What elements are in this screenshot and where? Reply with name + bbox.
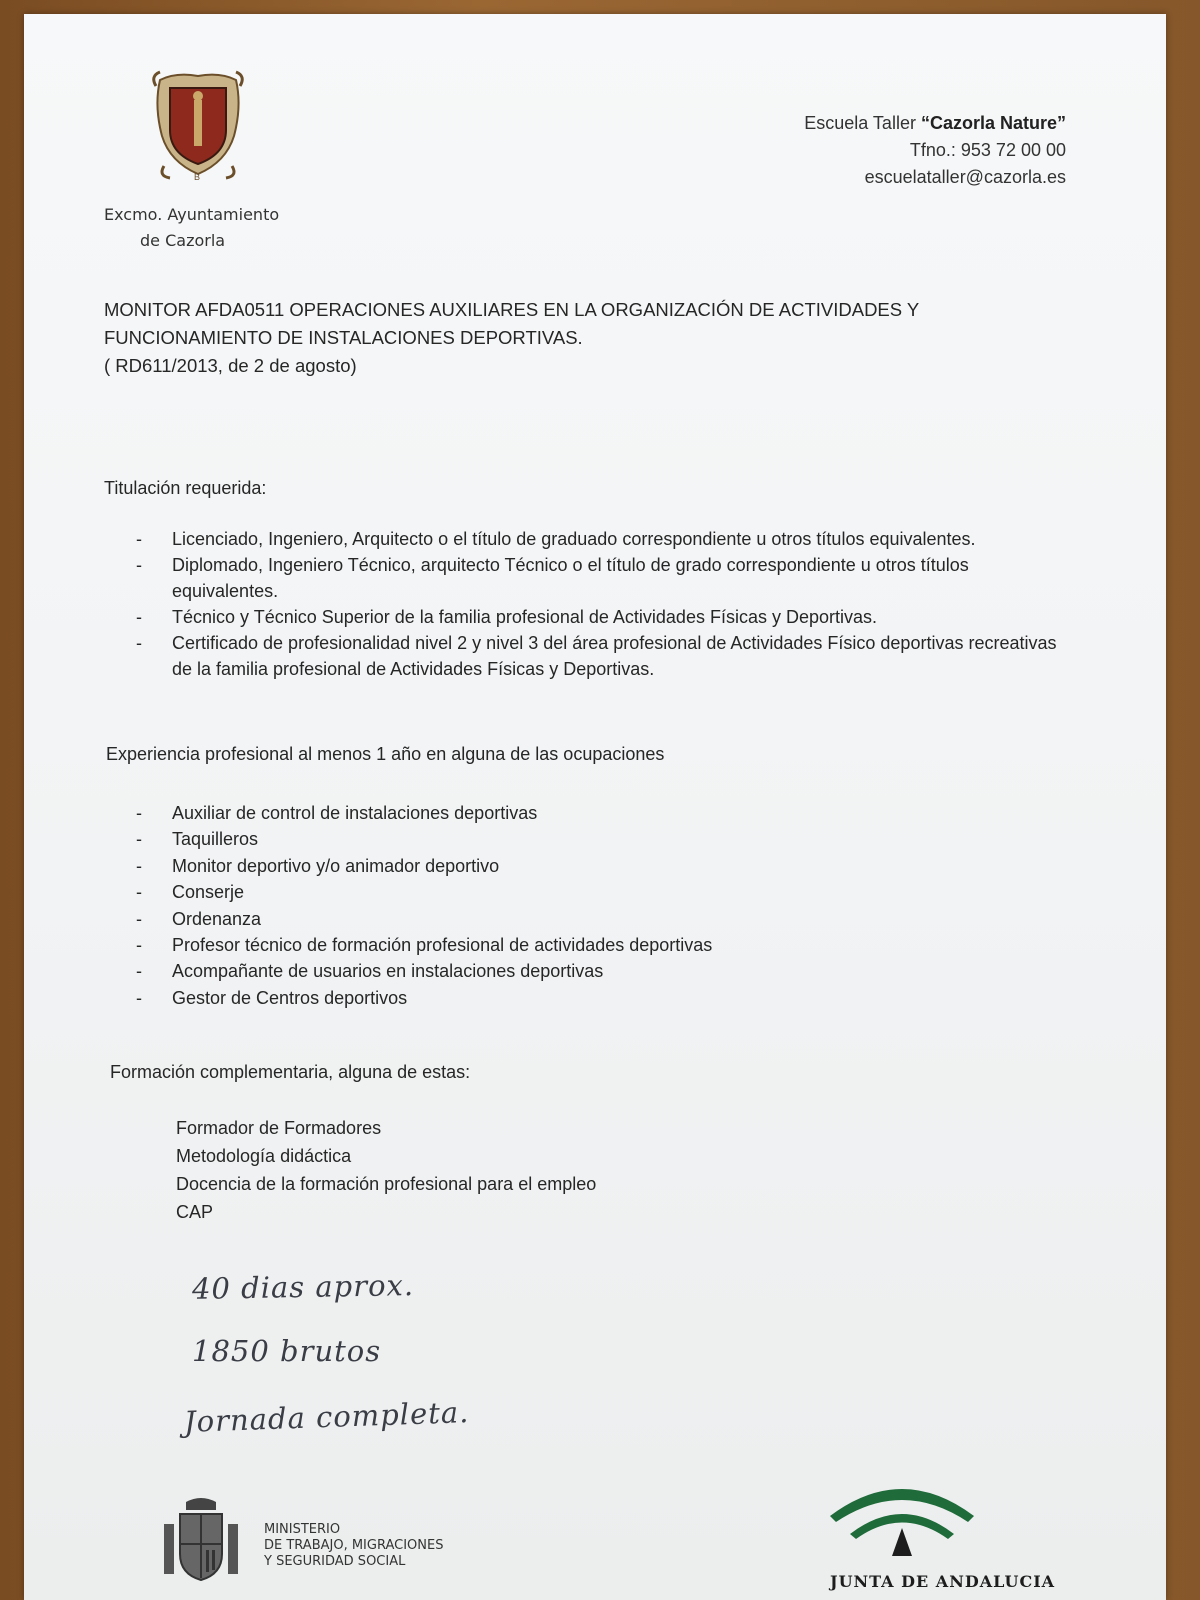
ministry-line-2: DE TRABAJO, MIGRACIONES: [264, 1538, 444, 1553]
list-item: - Conserje: [136, 882, 245, 903]
list-item: - Certificado de profesionalidad nivel 2 y nivel 3 del área profesional de Actividades Físico deportivas recreativas de la familia profesional de Actividades Físicas y Deportivas.: [136, 633, 1057, 679]
list-item: Formador de Formadores: [176, 1118, 382, 1138]
title-line-3: ( RD611/2013, de 2 de agosto): [104, 355, 357, 376]
requirements-list: [104, 526, 1064, 682]
ministry-line-1: MINISTERIO: [264, 1522, 341, 1537]
ayuntamiento-label: [104, 202, 324, 254]
junta-label: JUNTA DE ANDALUCIA: [830, 1572, 1056, 1591]
list-item: - Gestor de Centros deportivos: [136, 987, 408, 1008]
school-contact: [804, 110, 1066, 191]
school-name: “Cazorla Nature”: [920, 113, 1066, 133]
handwritten-note-salary: 1850 brutos: [192, 1334, 382, 1368]
school-email: escuelataller@cazorla.es: [864, 167, 1066, 187]
cazorla-crest-icon: [150, 66, 246, 182]
svg-text:B: B: [194, 172, 201, 182]
list-item: - Técnico y Técnico Superior de la familia profesional de Actividades Físicas y Deportivas.: [136, 607, 877, 627]
list-item: - Licenciado, Ingeniero, Arquitecto o el título de graduado correspondiente u otros títulos equivalentes.: [136, 529, 976, 549]
experience-label: Experiencia profesional al menos 1 año en alguna de las ocupaciones: [106, 744, 665, 764]
junta-andalucia-logo-icon: [822, 1476, 982, 1566]
ministry-label: [264, 1522, 443, 1570]
list-item: - Taquilleros: [136, 829, 259, 850]
list-item: - Profesor técnico de formación profesional de actividades deportivas: [136, 935, 713, 956]
list-item: - Auxiliar de control de instalaciones deportivas: [136, 803, 538, 823]
school-prefix: Escuela Taller: [804, 113, 921, 133]
title-line-1: MONITOR AFDA0511 OPERACIONES AUXILIARES EN LA ORGANIZACIÓN DE ACTIVIDADES Y: [104, 299, 920, 320]
requirements-label: Titulación requerida:: [104, 478, 267, 498]
list-item: - Monitor deportivo y/o animador deportivo: [136, 855, 500, 876]
handwritten-note-schedule: Jornada completa.: [183, 1395, 470, 1439]
list-item: Docencia de la formación profesional para el empleo: [176, 1174, 597, 1194]
list-item: - Acompañante de usuarios en instalaciones deportivas: [136, 961, 604, 982]
school-heading: [804, 110, 1066, 137]
complementary-list: [176, 1114, 596, 1226]
list-item: - Diplomado, Ingeniero Técnico, arquitecto Técnico o el título de grado correspondiente u otros títulos equivalentes.: [136, 555, 969, 601]
list-item: CAP: [176, 1202, 214, 1222]
title-line-2: FUNCIONAMIENTO DE INSTALACIONES DEPORTIVAS.: [104, 327, 583, 348]
spain-coat-of-arms-icon: [160, 1494, 242, 1582]
ministry-line-3: Y SEGURIDAD SOCIAL: [264, 1554, 406, 1569]
handwritten-note-duration: 40 dias aprox.: [191, 1268, 415, 1306]
list-item: Metodología didáctica: [176, 1146, 352, 1166]
ayuntamiento-line-1: Excmo. Ayuntamiento: [104, 205, 280, 224]
complementary-label: Formación complementaria, alguna de estas:: [110, 1062, 471, 1082]
list-item: - Ordenanza: [136, 908, 262, 929]
ayuntamiento-line-2: de Cazorla: [140, 231, 226, 250]
school-phone: Tfno.: 953 72 00 00: [909, 140, 1066, 160]
document-page: [24, 14, 1166, 1600]
experience-list: [104, 800, 1004, 1011]
document-title: [104, 296, 1084, 380]
